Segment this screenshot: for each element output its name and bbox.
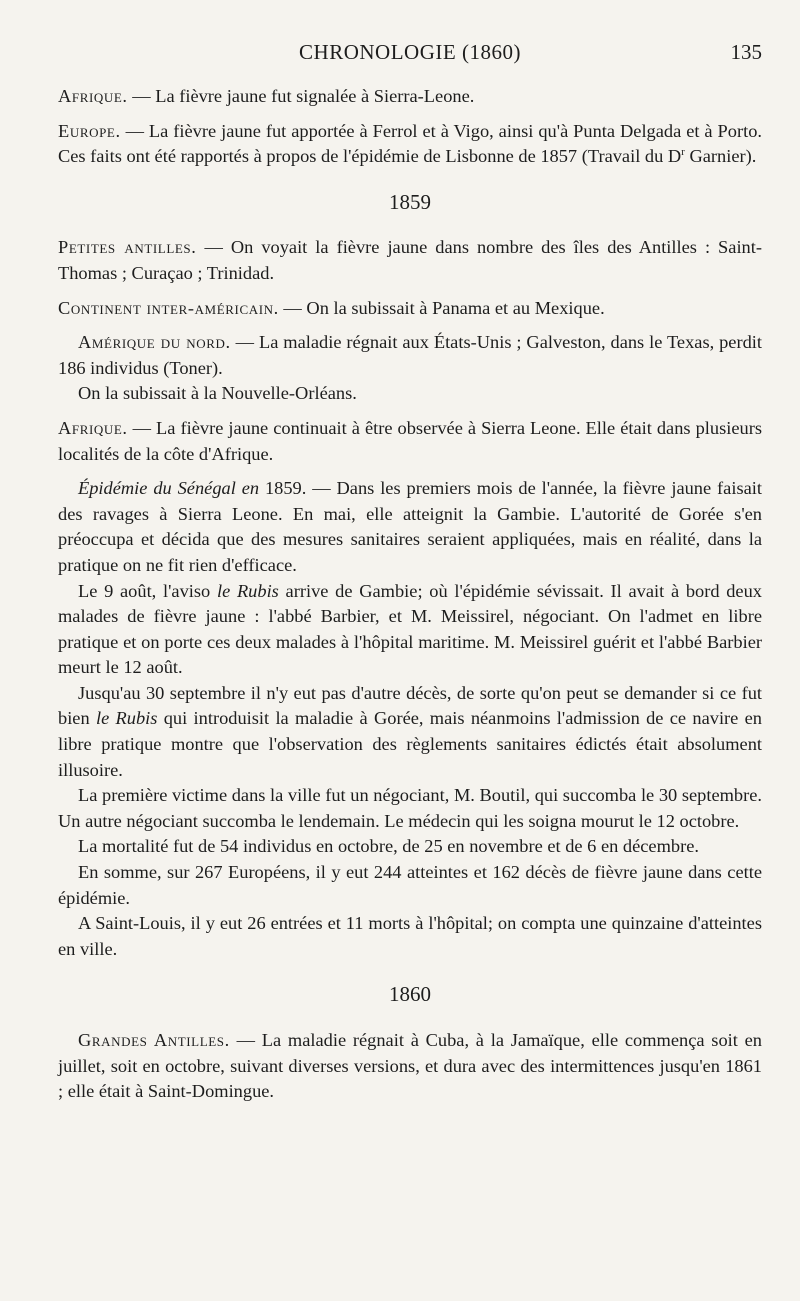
paragraph-europe bbox=[58, 119, 762, 170]
paragraph-saint-louis: A Saint-Louis, il y eut 26 entrées et 11 morts à l'hôpital; on compta une quinzaine d'atteintes en ville. bbox=[58, 913, 762, 959]
ship-name: le Rubis bbox=[216, 580, 279, 601]
paragraph-text: — La maladie régnait aux États-Unis ; Galveston, dans le Texas, perdit 186 individus (Toner). bbox=[58, 332, 763, 378]
paragraph-grandes-antilles bbox=[58, 1028, 762, 1105]
paragraph-afrique-1859 bbox=[58, 416, 762, 467]
page-number: 135 bbox=[730, 40, 762, 64]
paragraph-text: 1859. — Dans les premiers mois de l'année, la fièvre jaune faisait des ravages à Sierra Leone. En mai, elle atteignit la Gambie. L'autorité de Gorée s'en préoccupa et décida que des mesures sanitaires seraient appliquées, mais en réalité, dans la pratique on ne fit rien d'efficace. bbox=[58, 478, 762, 575]
paragraph-aviso bbox=[58, 579, 762, 681]
paragraph-text: — La fièvre jaune continuait à être observée à Sierra Leone. Elle était dans plusieurs localités de la côte d'Afrique. bbox=[58, 417, 762, 464]
section-heading-senegal: Épidémie du Sénégal en bbox=[78, 478, 260, 499]
region-heading: Continent inter-américain. bbox=[58, 297, 279, 318]
paragraph-somme: En somme, sur 267 Européens, il y eut 244 atteintes et 162 décès de fièvre jaune dans cette épidémie. bbox=[58, 862, 762, 908]
paragraph-nouvelle-orleans: On la subissait à la Nouvelle-Orléans. bbox=[78, 383, 357, 404]
year-heading-1860: 1860 bbox=[389, 982, 431, 1007]
paragraph-petites-antilles bbox=[58, 235, 762, 286]
paragraph-text: — La fièvre jaune fut signalée à Sierra-Leone. bbox=[127, 86, 475, 106]
paragraph-victime: La première victime dans la ville fut un négociant, M. Boutil, qui succomba le 30 septembre. Un autre négociant succomba le lendemain. Le médecin qui les soigna mourut le 12 octobre. bbox=[58, 785, 762, 831]
paragraph-text: Jusqu'au 30 septembre il n'y eut pas d'autre décès, de sorte qu'on peut se demander si ce fut bien bbox=[58, 682, 762, 729]
region-heading: Afrique. bbox=[58, 417, 128, 438]
running-title: CHRONOLOGIE (1860) bbox=[299, 40, 521, 64]
paragraph-text-end: arrive de Gambie; où l'épidémie sévissait. Il avait à bord deux malades de fièvre jaune : l'abbé Barbier, et M. Meissirel, négociant. On l'admet en libre pratique et on porte ces deux malades à l'hôpital maritime. M. Meissirel guérit et l'abbé Barbier meurt le 12 août. bbox=[58, 580, 762, 678]
region-heading: Grandes Antilles. bbox=[78, 1030, 230, 1050]
paragraph-amerique-nord bbox=[58, 330, 762, 381]
page-body bbox=[58, 84, 762, 1114]
paragraph-text-end: qui introduisit la maladie à Gorée, mais néanmoins l'admission de ce navire en libre pratique montre que l'observation des règlements sanitaires édictés était absolument illusoire. bbox=[58, 708, 762, 780]
region-heading: Amérique du nord. bbox=[78, 332, 231, 353]
paragraph-text-end: Garnier). bbox=[684, 146, 757, 167]
paragraph-senegal bbox=[58, 476, 762, 578]
paragraph-text: Le 9 août, l'aviso bbox=[78, 580, 217, 601]
paragraph-continent bbox=[58, 296, 762, 322]
paragraph-afrique-1858 bbox=[58, 84, 762, 110]
region-heading: Petites antilles. bbox=[58, 237, 197, 258]
ship-name: le Rubis bbox=[95, 708, 158, 729]
year-heading-1859: 1859 bbox=[389, 189, 431, 214]
running-header bbox=[58, 40, 762, 68]
paragraph-text: — La maladie régnait à Cuba, à la Jamaïque, elle commença soit en juillet, soit en octobre, suivant diverses versions, et dura avec des intermittences jusqu'en 1861 ; elle était à Saint-Domingue. bbox=[58, 1030, 762, 1102]
region-heading: Europe. bbox=[58, 120, 121, 141]
paragraph-jusqu bbox=[58, 681, 762, 783]
paragraph-mortalite: La mortalité fut de 54 individus en octobre, de 25 en novembre et de 6 en décembre. bbox=[78, 836, 699, 857]
paragraph-text: — On voyait la fièvre jaune dans nombre des îles des Antilles : Saint-Thomas ; Curaçao ; Trinidad. bbox=[58, 237, 762, 283]
paragraph-text: — On la subissait à Panama et au Mexique. bbox=[278, 297, 605, 318]
region-heading: Afrique. bbox=[58, 86, 128, 106]
paragraph-text: — La fièvre jaune fut apportée à Ferrol et à Vigo, ainsi qu'à Punta Delgada et à Porto. Ces faits ont été rapportés à propos de l'épidémie de Lisbonne de 1857 (Travail du D bbox=[58, 120, 762, 167]
superscript: r bbox=[681, 146, 685, 159]
